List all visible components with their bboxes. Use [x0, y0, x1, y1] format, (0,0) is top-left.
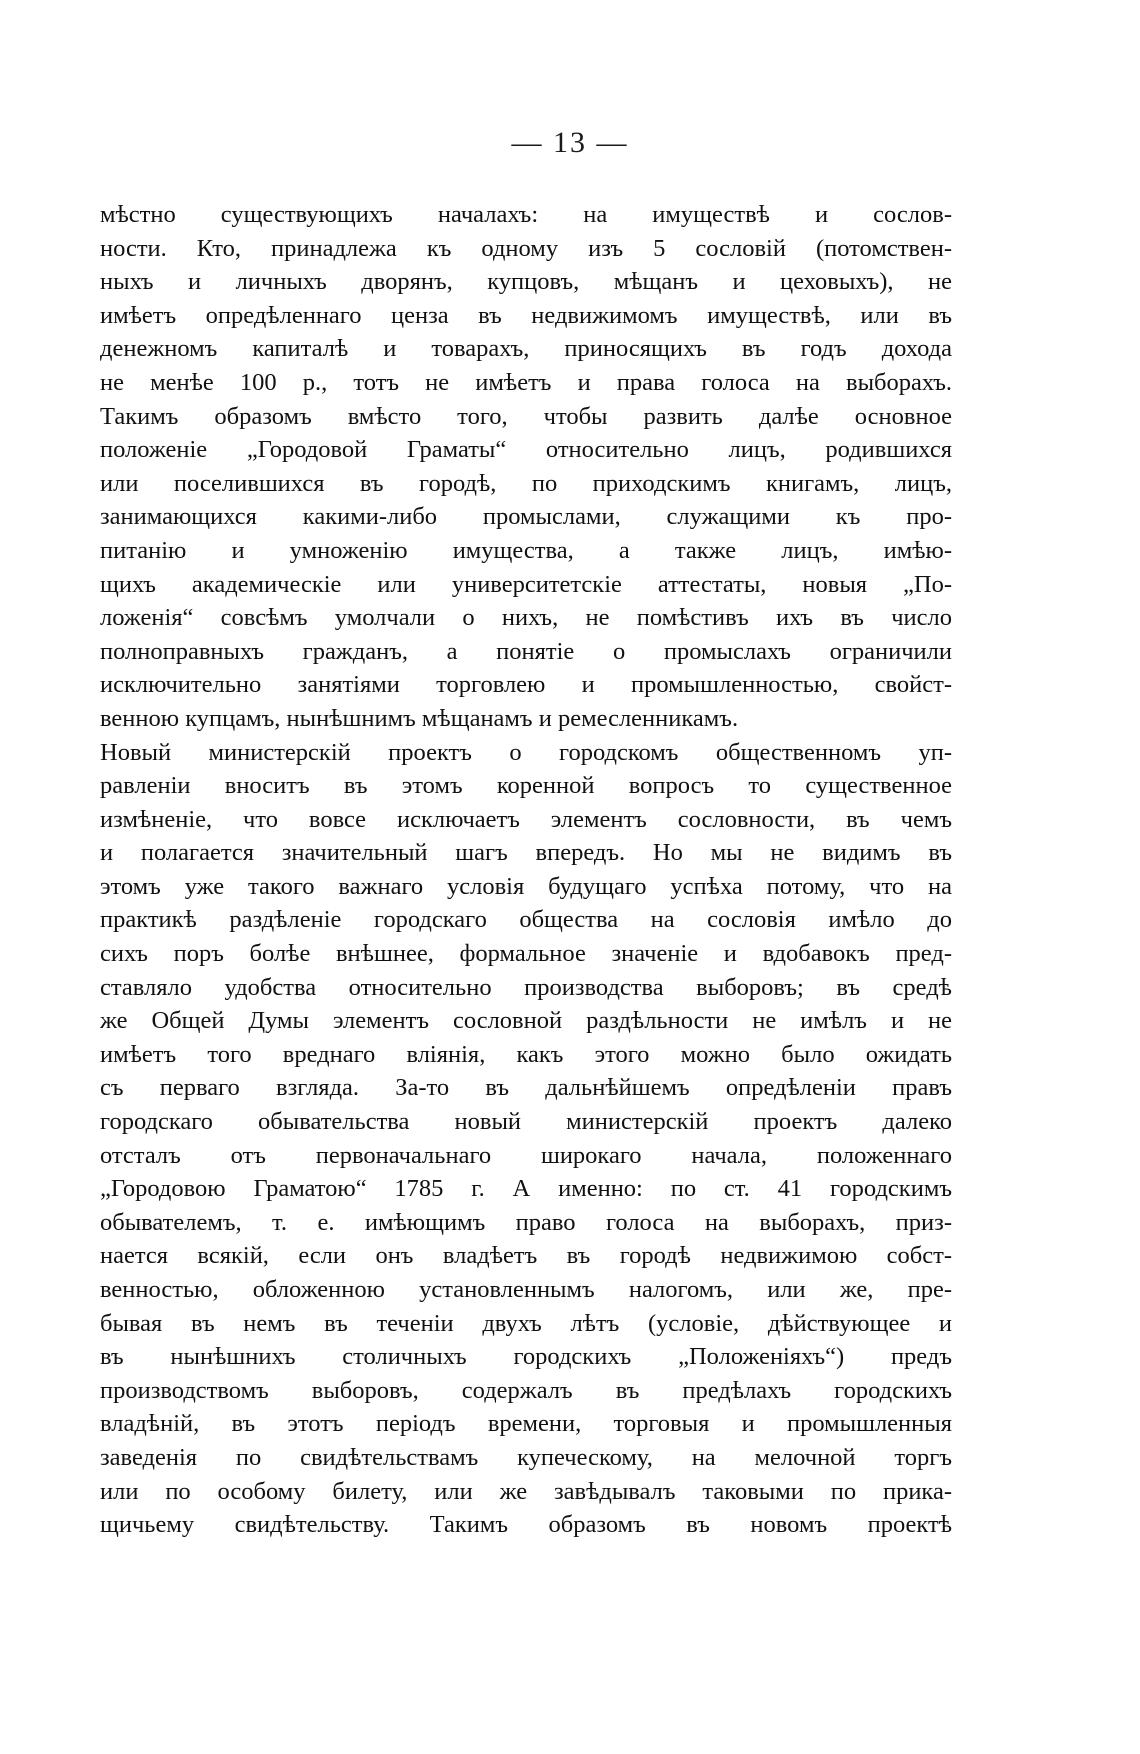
text-line: щихъ академическіе или университетскіе аттестаты, новыя „По-: [100, 570, 952, 598]
text-line: Такимъ образомъ вмѣсто того, чтобы развить далѣе основное: [100, 402, 952, 430]
text-line: въ нынѣшнихъ столичныхъ городскихъ „Положеніяхъ“) предъ: [100, 1343, 952, 1371]
text-line: исключительно занятіями торговлею и промышленностью, свойст-: [100, 671, 952, 699]
text-line: не менѣе 100 р., тотъ не имѣетъ и права голоса на выборахъ.: [100, 368, 952, 396]
text-line: равленіи вноситъ въ этомъ коренной вопросъ то существенное: [100, 772, 952, 800]
text-line: венностью, обложенною установленнымъ налогомъ, или же, пре-: [100, 1276, 952, 1303]
text-line: имѣетъ опредѣленнаго ценза въ недвижимомъ имуществѣ, или въ: [100, 301, 952, 329]
text-line: ставляло удобства относительно производства выборовъ; въ средѣ: [100, 973, 952, 1001]
text-line: мѣстно существующихъ началахъ: на имуществѣ и сослов-: [100, 201, 952, 228]
text-line: измѣненіе, что вовсе исключаетъ элементъ сословности, въ чемъ: [100, 805, 952, 833]
text-line: полноправныхъ гражданъ, а понятіе о промыслахъ ограничили: [100, 637, 952, 665]
text-line: нается всякій, если онъ владѣетъ въ городѣ недвижимою собст-: [100, 1242, 952, 1270]
text-line: венною купцамъ, нынѣшнимъ мѣщанамъ и ремесленникамъ.: [100, 704, 739, 732]
text-line: отсталъ отъ первоначальнаго широкаго начала, положеннаго: [100, 1141, 952, 1169]
text-line: же Общей Думы элементъ сословной раздѣльности не имѣлъ и не: [100, 1007, 952, 1035]
text-line: Новый министерскій проектъ о городскомъ общественномъ уп-: [100, 738, 952, 766]
text-line: ности. Кто, принадлежа къ одному изъ 5 сословій (потомствен-: [100, 234, 952, 262]
body-text: [100, 198, 952, 1542]
text-line: питанію и умноженію имущества, а также лицъ, имѣю-: [100, 536, 952, 564]
text-line: сихъ поръ болѣе внѣшнее, формальное значеніе и вдобавокъ пред-: [100, 940, 952, 968]
text-line: ложенія“ совсѣмъ умолчали о нихъ, не помѣстивъ ихъ въ число: [100, 604, 952, 632]
text-line: денежномъ капиталѣ и товарахъ, приносящихъ въ годъ дохода: [100, 335, 952, 363]
text-line: имѣетъ того вреднаго вліянія, какъ этого можно было ожидать: [100, 1040, 952, 1068]
text-line: или поселившихся въ городѣ, по приходскимъ книгамъ, лицъ,: [100, 469, 952, 497]
text-line: практикѣ раздѣленіе городскаго общества на сословія имѣло до: [100, 906, 952, 934]
text-line: ныхъ и личныхъ дворянъ, купцовъ, мѣщанъ и цеховыхъ), не: [100, 268, 952, 296]
text-line: „Городовою Граматою“ 1785 г. А именно: по ст. 41 городскимъ: [100, 1175, 952, 1203]
text-line: бывая въ немъ въ теченіи двухъ лѣтъ (условіе, дѣйствующее и: [100, 1309, 952, 1337]
text-line: съ перваго взгляда. За-то въ дальнѣйшемъ опредѣленіи правъ: [100, 1074, 952, 1102]
text-line: занимающихся какими-либо промыслами, служащими къ про-: [100, 503, 952, 531]
page-number: — 13 —: [511, 126, 629, 159]
text-line: заведенія по свидѣтельствамъ купеческому, на мелочной торгъ: [100, 1443, 952, 1471]
text-line: производствомъ выборовъ, содержалъ въ предѣлахъ городскихъ: [100, 1376, 952, 1404]
text-line: щичьему свидѣтельству. Такимъ образомъ въ новомъ проектѣ: [100, 1511, 952, 1539]
text-line: обывателемъ, т. е. имѣющимъ право голоса на выборахъ, приз-: [100, 1208, 952, 1236]
text-line: или по особому билету, или же завѣдывалъ таковыми по прика-: [100, 1477, 952, 1505]
text-line: этомъ уже такого важнаго условія будущаго успѣха потому, что на: [100, 872, 952, 900]
text-line: положеніе „Городовой Граматы“ относительно лицъ, родившихся: [100, 436, 952, 464]
text-line: городскаго обывательства новый министерскій проектъ далеко: [100, 1108, 952, 1136]
text-line: и полагается значительный шагъ впередъ. Но мы не видимъ въ: [100, 839, 952, 867]
text-line: владѣній, въ этотъ періодъ времени, торговыя и промышленныя: [100, 1410, 952, 1438]
